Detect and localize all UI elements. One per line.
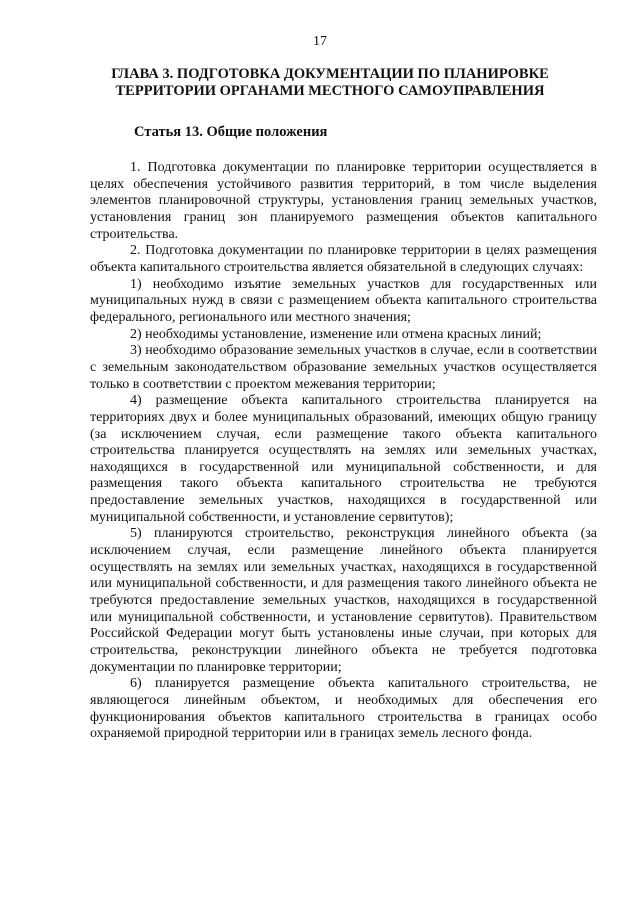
article-title: Статья 13. Общие положения bbox=[134, 124, 328, 140]
paragraph-1: 1. Подготовка документации по планировке территории осуществляется в целях обеспечения устойчивого развития территорий, в том числе выделения элементов планировочной структуры, установления границ земельных участков, установления границ зон планируемого размещения объектов капитального строительства. bbox=[90, 160, 597, 242]
list-item-3: 3) необходимо образование земельных участков в случае, если в соответствии с земельным законодательством образование земельных участков осуществляется только в соответствии с проектом межевания территории; bbox=[90, 343, 597, 392]
list-item-5: 5) планируются строительство, реконструкция линейного объекта (за исключением случая, если размещение линейного объекта планируется осуществлять на землях или земельных участках, находящихся в государственной или муниципальной собственности, и для размещения такого линейного объекта не требуются предоставление земельных участков, находящихся в государственной или муниципальной собственности, и установление сервитутов). Правительством Российской Федерации могут быть установлены иные случаи, при которых для строительства, реконструкции линейного объекта не требуется подготовка документации по планировке территории; bbox=[90, 526, 597, 675]
article-body bbox=[90, 160, 597, 743]
list-item-6: 6) планируется размещение объекта капитального строительства, не являющегося линейным объектом, и необходимых для обеспечения его функционирования объектов капитального строительства в границах особо охраняемой природной территории или в границах земель лесного фонда. bbox=[90, 676, 597, 742]
list-item-4: 4) размещение объекта капитального строительства планируется на территориях двух и более муниципальных образований, имеющих общую границу (за исключением случая, если размещение такого объекта капитального строительства планируется осуществлять на землях или земельных участках, находящихся в государственной или муниципальной собственности, и для размещения такого объекта капитального строительства не требуются предоставление земельных участков, находящихся в государственной или муниципальной собственности, и установление сервитутов); bbox=[90, 393, 597, 525]
list-item-2: 2) необходимы установление, изменение или отмена красных линий; bbox=[130, 326, 542, 342]
page-number: 17 bbox=[313, 34, 327, 49]
paragraph-2: 2. Подготовка документации по планировке территории в целях размещения объекта капитального строительства является обязательной в следующих случаях: bbox=[90, 243, 597, 275]
chapter-title: ГЛАВА 3. ПОДГОТОВКА ДОКУМЕНТАЦИИ ПО ПЛАНИРОВКЕ ТЕРРИТОРИИ ОРГАНАМИ МЕСТНОГО САМОУПРАВЛЕНИЯ bbox=[111, 66, 549, 99]
list-item-1: 1) необходимо изъятие земельных участков для государственных или муниципальных нужд в связи с размещением объекта капитального строительства федерального, регионального или местного значения; bbox=[90, 276, 597, 325]
